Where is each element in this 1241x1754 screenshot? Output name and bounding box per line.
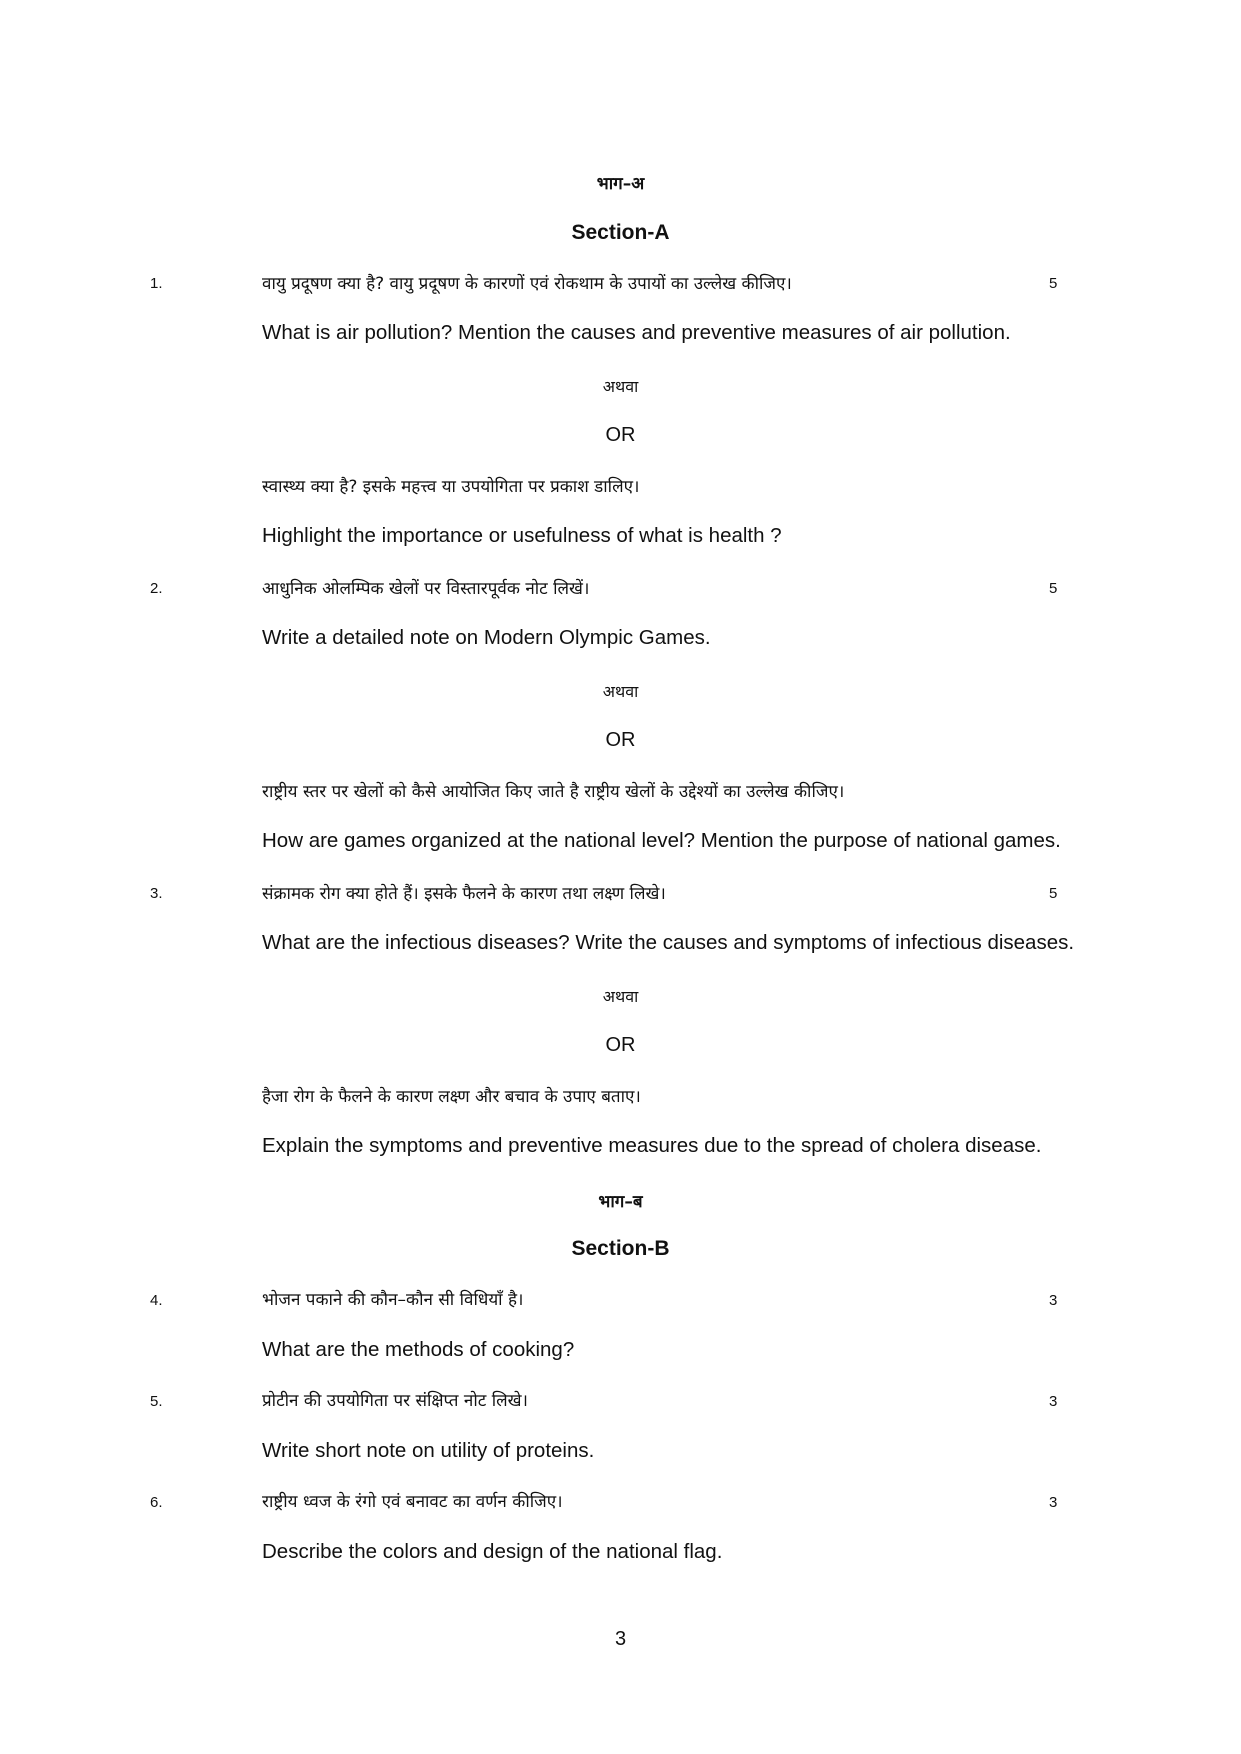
question-english-text: What are the methods of cooking?: [262, 1338, 575, 1361]
or-hindi-label: अथवा: [602, 377, 639, 396]
question-number: 6.: [150, 1494, 163, 1511]
question-marks: 5: [1049, 580, 1058, 597]
question-hindi-text: प्रोटीन की उपयोगिता पर संक्षिप्त नोट लिखे।: [262, 1391, 528, 1411]
alternate-question-english-text: How are games organized at the national level? Mention the purpose of national games.: [262, 829, 1061, 852]
question-number: 3.: [150, 885, 163, 902]
question-number: 5.: [150, 1393, 163, 1410]
question-hindi-text: वायु प्रदूषण क्या है? वायु प्रदूषण के कारणों एवं रोकथाम के उपायों का उल्लेख कीजिए।: [262, 274, 792, 294]
section-a-hindi-heading: भाग–अ: [596, 174, 645, 194]
question-number: 2.: [150, 580, 163, 597]
question-marks: 5: [1049, 885, 1058, 902]
question-english-text: What are the infectious diseases? Write the causes and symptoms of infectious diseases.: [262, 931, 1075, 954]
question-marks: 3: [1049, 1393, 1058, 1410]
question-marks: 3: [1049, 1292, 1058, 1309]
or-label: OR: [605, 729, 636, 751]
question-number: 4.: [150, 1292, 163, 1309]
section-b-heading: Section-B: [571, 1237, 670, 1260]
alternate-question-english-text: Highlight the importance or usefulness of what is health ?: [262, 524, 782, 547]
alternate-question-english-text: Explain the symptoms and preventive measures due to the spread of cholera disease.: [262, 1134, 1042, 1157]
section-a-heading: Section-A: [571, 221, 670, 244]
question-hindi-text: संक्रामक रोग क्या होते हैं। इसके फैलने के कारण तथा लक्ष्ण लिखे।: [262, 884, 666, 904]
or-hindi-label: अथवा: [602, 987, 639, 1006]
or-label: OR: [605, 424, 636, 446]
question-english-text: Write a detailed note on Modern Olympic Games.: [262, 626, 711, 649]
alternate-question-hindi-text: राष्ट्रीय स्तर पर खेलों को कैसे आयोजित किए जाते है राष्ट्रीय खेलों के उद्देश्यों का उल्लेख कीजिए।: [262, 782, 845, 802]
question-marks: 5: [1049, 275, 1058, 292]
alternate-question-hindi-text: स्वास्थ्य क्या है? इसके महत्त्व या उपयोगिता पर प्रकाश डालिए।: [262, 477, 640, 497]
question-number: 1.: [150, 275, 163, 292]
question-english-text: Write short note on utility of proteins.: [262, 1439, 595, 1462]
section-b-hindi-heading: भाग–ब: [598, 1192, 643, 1212]
question-hindi-text: राष्ट्रीय ध्वज के रंगो एवं बनावट का वर्णन कीजिए।: [262, 1492, 563, 1512]
or-hindi-label: अथवा: [602, 682, 639, 701]
question-hindi-text: आधुनिक ओलम्पिक खेलों पर विस्तारपूर्वक नोट लिखें।: [262, 579, 590, 599]
or-label: OR: [605, 1034, 636, 1056]
page-number: 3: [614, 1628, 627, 1650]
question-hindi-text: भोजन पकाने की कौन–कौन सी विधियाँ है।: [262, 1290, 524, 1310]
alternate-question-hindi-text: हैजा रोग के फैलने के कारण लक्ष्ण और बचाव के उपाए बताए।: [262, 1087, 641, 1107]
question-marks: 3: [1049, 1494, 1058, 1511]
question-english-text: What is air pollution? Mention the causes and preventive measures of air pollution.: [262, 321, 1011, 344]
question-english-text: Describe the colors and design of the national flag.: [262, 1540, 723, 1563]
